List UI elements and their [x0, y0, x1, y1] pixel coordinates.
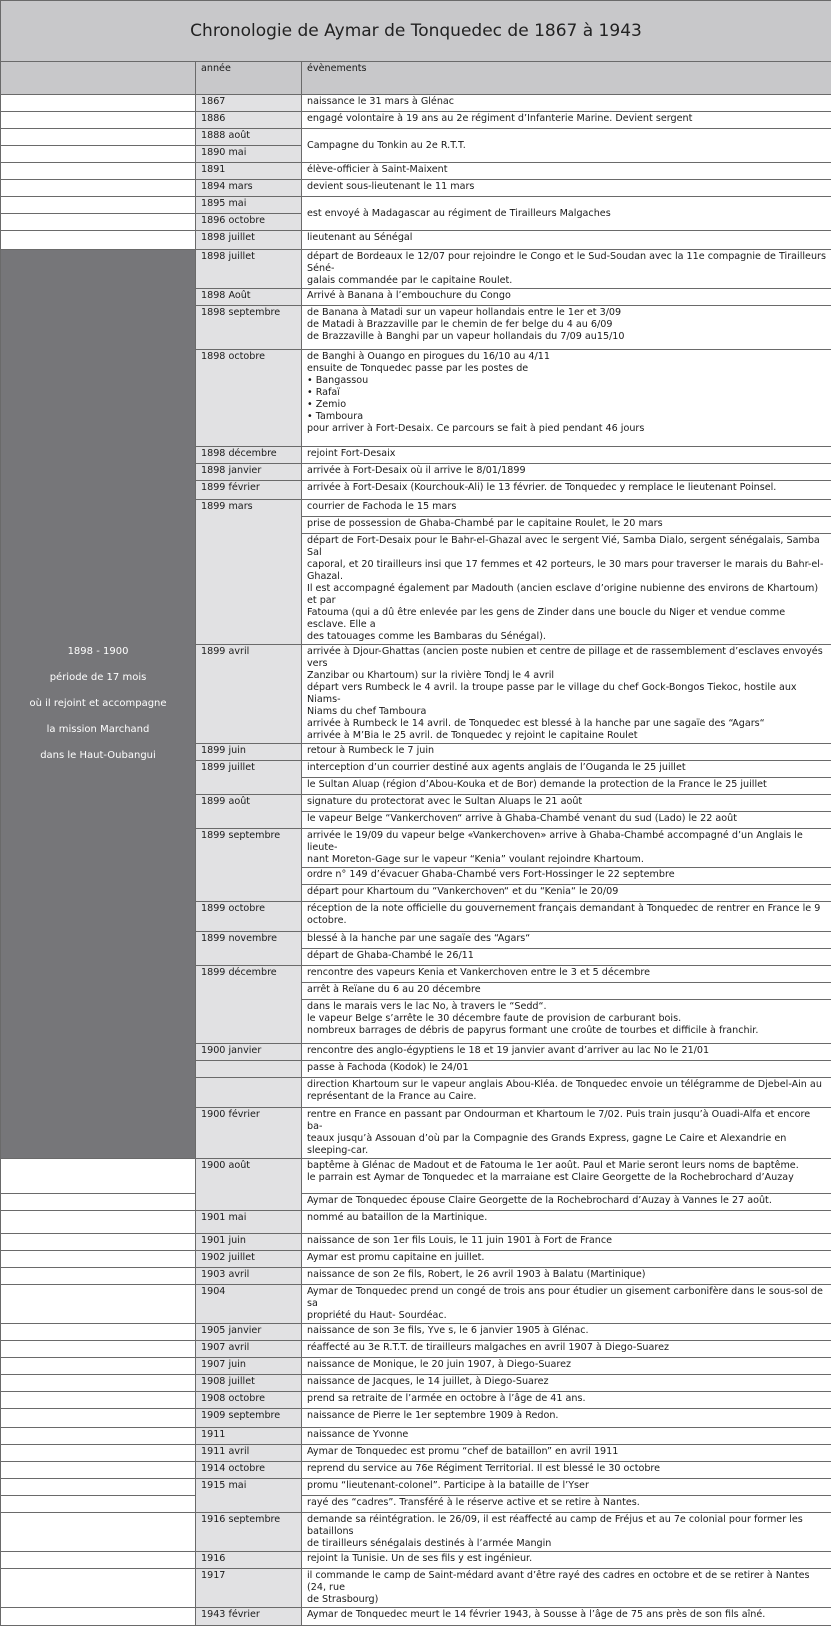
left-blank-cell	[1, 231, 196, 250]
left-blank-cell	[1, 1608, 196, 1626]
event-cell: Aymar de Tonquedec épouse Claire Georgette de la Rochebrochard d’Auzay à Vannes le 27 août.	[302, 1194, 831, 1211]
left-blank-cell	[1, 1234, 196, 1251]
year-cell: 1903 avril	[196, 1268, 302, 1285]
event-cell: rejoint Fort-Desaix	[302, 447, 831, 464]
table-row	[1, 250, 831, 289]
year-cell: 1899 juillet	[196, 761, 302, 795]
event-cell: interception d’un courrier destiné aux agents anglais de l’Ouganda le 25 juillet	[302, 761, 831, 778]
year-cell: 1916 septembre	[196, 1513, 302, 1552]
table-row	[1, 1251, 831, 1268]
left-blank-cell	[1, 163, 196, 180]
event-cell: Campagne du Tonkin au 2e R.T.T.	[302, 129, 831, 163]
event-cell: devient sous-lieutenant le 11 mars	[302, 180, 831, 197]
left-blank-cell	[1, 129, 196, 146]
event-cell: Aymar de Tonquedec est promu “chef de bataillon” en avril 1911	[302, 1445, 831, 1462]
event-cell: naissance de son 2e fils, Robert, le 26 avril 1903 à Balatu (Martinique)	[302, 1268, 831, 1285]
year-cell: 1898 juillet	[196, 231, 302, 250]
event-cell: le vapeur Belge “Vankerchoven“ arrive à Ghaba-Chambé venant du sud (Lado) le 22 août	[302, 812, 831, 829]
table-row	[1, 1341, 831, 1358]
year-cell: 1898 octobre	[196, 350, 302, 447]
year-cell: 1896 octobre	[196, 214, 302, 231]
header-row	[1, 62, 831, 95]
event-cell: demande sa réintégration. le 26/09, il est réaffecté au camp de Fréjus et au 7e colonial pour former les bataillons de tirailleurs sénégalais destinés à l’armée Mangin	[302, 1513, 831, 1552]
header-empty-cell	[1, 62, 196, 95]
year-cell: 1909 septembre	[196, 1409, 302, 1428]
table-row	[1, 163, 831, 180]
event-cell: départ de Bordeaux le 12/07 pour rejoindre le Congo et le Sud-Soudan avec la 11e compagnie de Tirailleurs Séné- galais commandée par le capitaine Roulet.	[302, 250, 831, 289]
year-cell: 1901 mai	[196, 1211, 302, 1234]
event-cell: direction Khartoum sur le vapeur anglais Abou-Kléa. de Tonquedec envoie un télégramme de Djebel-Ain au représentant de la France au Caire.	[302, 1078, 831, 1108]
event-cell: courrier de Fachoda le 15 mars	[302, 500, 831, 517]
year-cell: 1914 octobre	[196, 1462, 302, 1479]
page-title: Chronologie de Aymar de Tonquedec de 1867 à 1943	[1, 1, 831, 62]
event-cell: départ de Fort-Desaix pour le Bahr-el-Ghazal avec le sergent Vié, Samba Dialo, sergent sénégalais, Samba Sal caporal, et 20 tirailleurs insi que 17 femmes et 42 porteurs, le 30 mars pour traverser le marais du Bahr-el-Ghazal. Il est accompagné également par Madouth (ancien esclave d’origine nubienne des environs de Khartoum) et par Fatouma (qui a dû être enlevée par les gens de Zinder dans une boucle du Niger et vendue comme esclave. Elle a des tatouages comme les Bambaras du Sénégal).	[302, 534, 831, 645]
event-cell: promu “lieutenant-colonel”. Participe à la bataille de l’Yser	[302, 1479, 831, 1496]
event-cell: naissance de son 3e fils, Yve s, le 6 janvier 1905 à Glénac.	[302, 1324, 831, 1341]
table-row	[1, 1462, 831, 1479]
year-cell: 1915 mai	[196, 1479, 302, 1513]
left-blank-cell	[1, 1409, 196, 1428]
table-row	[1, 1569, 831, 1608]
year-cell: 1898 septembre	[196, 306, 302, 350]
year-cell: 1898 janvier	[196, 464, 302, 481]
event-cell: reprend du service au 76e Régiment Territorial. Il est blessé le 30 octobre	[302, 1462, 831, 1479]
year-cell: 1898 juillet	[196, 250, 302, 289]
event-cell: rencontre des anglo-égyptiens le 18 et 19 janvier avant d’arriver au lac No le 21/01	[302, 1044, 831, 1061]
event-cell: élève-officier à Saint-Maixent	[302, 163, 831, 180]
event-cell: arrivée à Fort-Desaix où il arrive le 8/01/1899	[302, 464, 831, 481]
table-row	[1, 1234, 831, 1251]
event-cell: est envoyé à Madagascar au régiment de Tirailleurs Malgaches	[302, 197, 831, 231]
left-blank-cell	[1, 1496, 196, 1513]
year-cell	[196, 1078, 302, 1108]
table-row	[1, 231, 831, 250]
event-cell: départ de Ghaba-Chambé le 26/11	[302, 949, 831, 966]
table-row	[1, 1358, 831, 1375]
year-cell: 1904	[196, 1285, 302, 1324]
left-blank-cell	[1, 1569, 196, 1608]
year-cell: 1895 mai	[196, 197, 302, 214]
left-blank-cell	[1, 1428, 196, 1445]
year-cell: 1899 juin	[196, 744, 302, 761]
table-row	[1, 1513, 831, 1552]
event-cell: Arrivé à Banana à l’embouchure du Congo	[302, 289, 831, 306]
year-cell: 1905 janvier	[196, 1324, 302, 1341]
event-cell: prend sa retraite de l’armée en octobre à l’âge de 41 ans.	[302, 1392, 831, 1409]
event-cell: départ pour Khartoum du “Vankerchoven“ et du “Kenia“ le 20/09	[302, 885, 831, 902]
left-blank-cell	[1, 1358, 196, 1375]
left-blank-cell	[1, 146, 196, 163]
event-cell: de Banana à Matadi sur un vapeur hollandais entre le 1er et 3/09 de Matadi à Brazzaville par le chemin de fer belge du 4 au 6/09 de Brazzaville à Banghi par un vapeur hollandais du 7/09 au15/10	[302, 306, 831, 350]
year-cell: 1886	[196, 112, 302, 129]
table-row	[1, 1285, 831, 1324]
event-cell: il commande le camp de Saint-médard avant d’être rayé des cadres en octobre et de se retirer à Nantes (24, rue de Strasbourg)	[302, 1569, 831, 1608]
event-cell: naissance de Jacques, le 14 juillet, à Diego-Suarez	[302, 1375, 831, 1392]
year-cell: 1890 mai	[196, 146, 302, 163]
table-row	[1, 197, 831, 214]
year-cell: 1943 février	[196, 1608, 302, 1626]
event-cell: arrivée le 19/09 du vapeur belge «Vankerchoven» arrive à Ghaba-Chambé accompagné d’un Anglais le lieute- nant Moreton-Gage sur le vapeur “Kenia” voulant rejoindre Khartoum.	[302, 829, 831, 868]
left-blank-cell	[1, 112, 196, 129]
event-cell: Aymar de Tonquedec prend un congé de trois ans pour étudier un gisement carbonifère dans le sous-sol de sa propriété du Haut- Sourdéac.	[302, 1285, 831, 1324]
table-row	[1, 95, 831, 112]
left-blank-cell	[1, 1462, 196, 1479]
table-row	[1, 129, 831, 146]
year-cell: 1899 septembre	[196, 829, 302, 902]
left-blank-cell	[1, 1268, 196, 1285]
year-cell	[196, 1061, 302, 1078]
left-blank-cell	[1, 1479, 196, 1496]
event-cell: naissance le 31 mars à Glénac	[302, 95, 831, 112]
left-blank-cell	[1, 1159, 196, 1194]
event-cell: ordre n° 149 d’évacuer Ghaba-Chambé vers Fort-Hossinger le 22 septembre	[302, 868, 831, 885]
year-cell: 1899 novembre	[196, 932, 302, 966]
event-cell: nommé au bataillon de la Martinique.	[302, 1211, 831, 1234]
table-row	[1, 1375, 831, 1392]
event-cell: rejoint la Tunisie. Un de ses fils y est ingénieur.	[302, 1552, 831, 1569]
year-cell: 1908 juillet	[196, 1375, 302, 1392]
year-cell: 1899 août	[196, 795, 302, 829]
year-cell: 1867	[196, 95, 302, 112]
table-row	[1, 1324, 831, 1341]
year-cell: 1907 juin	[196, 1358, 302, 1375]
year-cell: 1907 avril	[196, 1341, 302, 1358]
year-cell: 1911 avril	[196, 1445, 302, 1462]
year-cell: 1899 avril	[196, 645, 302, 744]
period-sidebar-label: 1898 - 1900 période de 17 mois où il rejoint et accompagne la mission Marchand dans le Haut-Oubangui	[1, 250, 196, 1159]
event-cell: passe à Fachoda (Kodok) le 24/01	[302, 1061, 831, 1078]
year-cell: 1902 juillet	[196, 1251, 302, 1268]
left-blank-cell	[1, 214, 196, 231]
year-cell: 1908 octobre	[196, 1392, 302, 1409]
year-cell: 1900 janvier	[196, 1044, 302, 1061]
table-row	[1, 1268, 831, 1285]
table-row	[1, 1211, 831, 1234]
left-blank-cell	[1, 180, 196, 197]
year-cell: 1894 mars	[196, 180, 302, 197]
event-cell: arrivée à Djour-Ghattas (ancien poste nubien et centre de pillage et de rassemblement d’esclaves envoyés vers Zanzibar ou Khartoum) sur la rivière Tondj le 4 avril départ vers Rumbeck le 4 avril. la troupe passe par le village du chef Gock-Bongos Tiekoc, hostile aux Niams- Niams du chef Tamboura arrivée à Rumbeck le 14 avril. de Tonquedec est blessé à la hanche par une sagaïe des “Agars“ arrivée à M’Bia le 25 avril. de Tonquedec y rejoint le capitaine Roulet	[302, 645, 831, 744]
left-blank-cell	[1, 1445, 196, 1462]
event-cell: engagé volontaire à 19 ans au 2e régiment d’Infanterie Marine. Devient sergent	[302, 112, 831, 129]
year-cell: 1901 juin	[196, 1234, 302, 1251]
table-row	[1, 1479, 831, 1496]
event-cell: rencontre des vapeurs Kenia et Vankerchoven entre le 3 et 5 décembre	[302, 966, 831, 983]
event-cell: Aymar de Tonquedec meurt le 14 février 1943, à Sousse à l’âge de 75 ans près de son fils aîné.	[302, 1608, 831, 1626]
event-cell: baptême à Glénac de Madout et de Fatouma le 1er août. Paul et Marie seront leurs noms de baptême. le parrain est Aymar de Tonquedec et la marraiane est Claire Georgette de la Rochebrochard d’Auzay	[302, 1159, 831, 1194]
header-events: évènements	[302, 62, 831, 95]
year-cell: 1899 mars	[196, 500, 302, 645]
year-cell: 1899 octobre	[196, 902, 302, 932]
event-cell: naissance de son 1er fils Louis, le 11 juin 1901 à Fort de France	[302, 1234, 831, 1251]
event-cell: le Sultan Aluap (région d’Abou-Kouka et de Bor) demande la protection de la France le 25 juillet	[302, 778, 831, 795]
left-blank-cell	[1, 1285, 196, 1324]
table-row	[1, 1392, 831, 1409]
year-cell: 1911	[196, 1428, 302, 1445]
year-cell: 1898 décembre	[196, 447, 302, 464]
event-cell: rentre en France en passant par Ondourman et Khartoum le 7/02. Puis train jusqu’à Ouadi-Alfa et encore ba- teaux jusqu’à Assouan d’où par la Compagnie des Grands Express, gagne Le Caire et Alexandrie en sleeping-car.	[302, 1108, 831, 1159]
event-cell: signature du protectorat avec le Sultan Aluaps le 21 août	[302, 795, 831, 812]
left-blank-cell	[1, 1552, 196, 1569]
table-row	[1, 1496, 831, 1513]
event-cell: réaffecté au 3e R.T.T. de tirailleurs malgaches en avril 1907 à Diego-Suarez	[302, 1341, 831, 1358]
left-blank-cell	[1, 1194, 196, 1211]
event-cell: dans le marais vers le lac No, à travers le “Sedd“. le vapeur Belge s’arrête le 30 décembre faute de provision de carburant bois. nombreux barrages de débris de papyrus formant une croûte de tourbes et difficile à franchir.	[302, 1000, 831, 1044]
left-blank-cell	[1, 1375, 196, 1392]
event-cell: arrêt à Reïane du 6 au 20 décembre	[302, 983, 831, 1000]
table-row	[1, 180, 831, 197]
event-cell: réception de la note officielle du gouvernement français demandant à Tonquedec de rentrer en France le 9 octobre.	[302, 902, 831, 932]
table-row	[1, 1194, 831, 1211]
year-cell: 1900 février	[196, 1108, 302, 1159]
table-row	[1, 1428, 831, 1445]
event-cell: naissance de Yvonne	[302, 1428, 831, 1445]
left-blank-cell	[1, 1341, 196, 1358]
table-row	[1, 1409, 831, 1428]
year-cell: 1900 août	[196, 1159, 302, 1211]
event-cell: naissance de Pierre le 1er septembre 1909 à Redon.	[302, 1409, 831, 1428]
year-cell: 1898 Août	[196, 289, 302, 306]
table-row	[1, 112, 831, 129]
event-cell: naissance de Monique, le 20 juin 1907, à Diego-Suarez	[302, 1358, 831, 1375]
left-blank-cell	[1, 197, 196, 214]
year-cell: 1891	[196, 163, 302, 180]
event-cell: lieutenant au Sénégal	[302, 231, 831, 250]
left-blank-cell	[1, 1251, 196, 1268]
event-cell: de Banghi à Ouango en pirogues du 16/10 au 4/11 ensuite de Tonquedec passe par les postes de • Bangassou • Rafaï • Zemio • Tambourа pour arriver à Fort-Desaix. Ce parcours se fait à pied pendant 46 jours	[302, 350, 831, 447]
header-year: année	[196, 62, 302, 95]
title-row	[1, 1, 831, 62]
year-cell: 1917	[196, 1569, 302, 1608]
table-row	[1, 1445, 831, 1462]
event-cell: arrivée à Fort-Desaix (Kourchouk-Ali) le 13 février. de Tonquedec y remplace le lieutenant Poinsel.	[302, 481, 831, 500]
year-cell: 1916	[196, 1552, 302, 1569]
event-cell: Aymar est promu capitaine en juillet.	[302, 1251, 831, 1268]
event-cell: blessé à la hanche par une sagaïe des “Agars“	[302, 932, 831, 949]
left-blank-cell	[1, 1392, 196, 1409]
year-cell: 1899 février	[196, 481, 302, 500]
left-blank-cell	[1, 95, 196, 112]
event-cell: rayé des “cadres”. Transféré à le réserve active et se retire à Nantes.	[302, 1496, 831, 1513]
chronology-body	[1, 1, 831, 1626]
event-cell: retour à Rumbeck le 7 juin	[302, 744, 831, 761]
year-cell: 1899 décembre	[196, 966, 302, 1044]
table-row	[1, 1608, 831, 1626]
year-cell: 1888 août	[196, 129, 302, 146]
left-blank-cell	[1, 1211, 196, 1234]
event-cell: prise de possession de Ghaba-Chambé par le capitaine Roulet, le 20 mars	[302, 517, 831, 534]
table-row	[1, 1552, 831, 1569]
left-blank-cell	[1, 1513, 196, 1552]
left-blank-cell	[1, 1324, 196, 1341]
table-row	[1, 1159, 831, 1194]
